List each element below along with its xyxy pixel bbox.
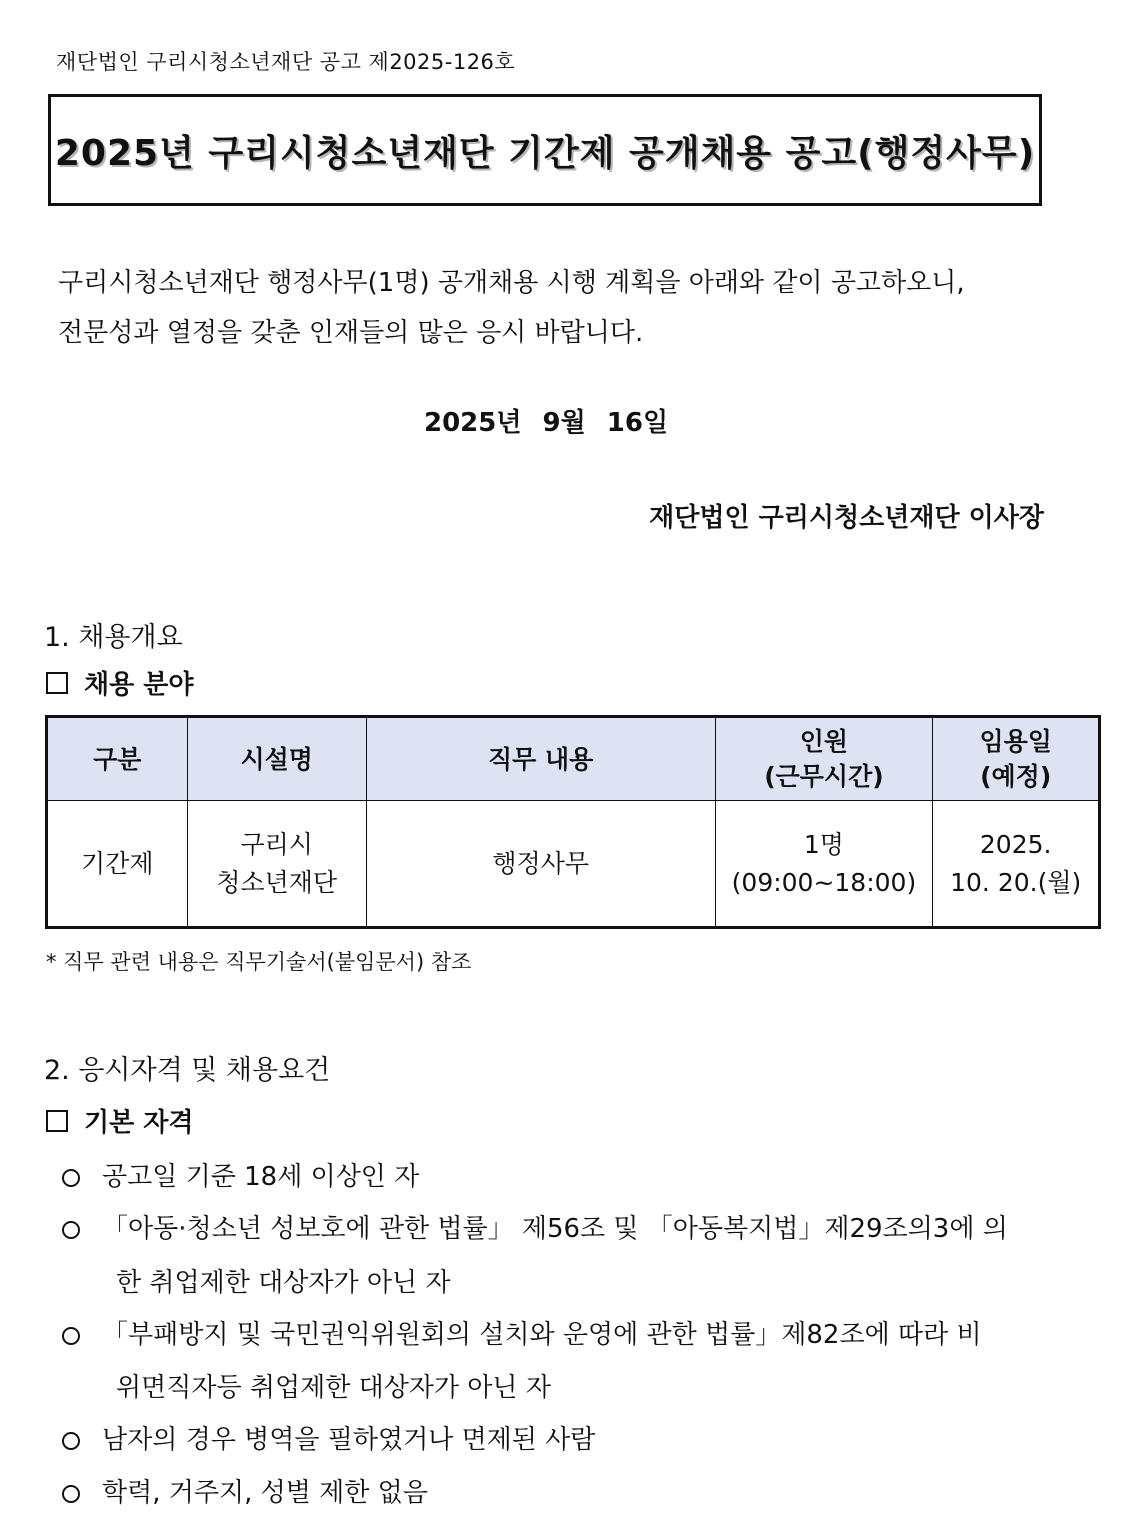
header-people-line-2: (근무시간) bbox=[764, 762, 884, 791]
square-bullet-icon bbox=[46, 672, 68, 694]
cell-start-line-2: 10. 20.(월) bbox=[950, 867, 1082, 897]
section-2-title: 2. 응시자격 및 채용요건 bbox=[44, 1055, 331, 1086]
header-start-date bbox=[933, 717, 1100, 801]
circle-bullet-icon bbox=[62, 1485, 80, 1503]
signature: 재단법인 구리시청소년재단 이사장 bbox=[649, 503, 1044, 533]
cell-start-line-1: 2025. bbox=[979, 829, 1052, 859]
list-item-text: 학력, 거주지, 성별 제한 없음 bbox=[102, 1478, 428, 1508]
section-2-subtitle bbox=[46, 1102, 194, 1139]
list-item-text: 남자의 경우 병역을 필하였거나 면제된 사람 bbox=[102, 1425, 596, 1455]
intro-line-2: 전문성과 열정을 갖춘 인재들의 많은 응시 바랍니다. bbox=[58, 318, 644, 348]
cell-type: 기간제 bbox=[47, 801, 188, 928]
intro-line-1: 구리시청소년재단 행정사무(1명) 공개채용 시행 계획을 아래와 같이 공고하오니, bbox=[58, 268, 965, 298]
intro-paragraph bbox=[58, 258, 965, 358]
cell-duty: 행정사무 bbox=[366, 801, 715, 928]
section-2-subtitle-text: 기본 자격 bbox=[84, 1108, 194, 1138]
section-1-subtitle bbox=[46, 664, 194, 701]
cell-start-date bbox=[933, 801, 1100, 928]
table-header-row bbox=[47, 717, 1100, 801]
cell-facility-line-2: 청소년재단 bbox=[216, 867, 338, 897]
list-item-text: 「아동·청소년 성보호에 관한 법률」 제56조 및 「아동복지법」제29조의3에 의 bbox=[102, 1214, 1008, 1244]
list-item-continuation: 한 취업제한 대상자가 아닌 자 bbox=[116, 1268, 451, 1298]
cell-people bbox=[715, 801, 933, 928]
square-bullet-icon bbox=[46, 1110, 68, 1132]
list-item-text: 공고일 기준 18세 이상인 자 bbox=[102, 1162, 420, 1192]
circle-bullet-icon bbox=[62, 1327, 80, 1345]
cell-people-line-1: 1명 bbox=[803, 829, 844, 859]
title-box bbox=[48, 94, 1042, 206]
list-item bbox=[62, 1472, 428, 1509]
circle-bullet-icon bbox=[62, 1169, 80, 1187]
cell-facility-line-1: 구리시 bbox=[240, 829, 313, 859]
table-row bbox=[47, 801, 1100, 928]
list-item-text: 「부패방지 및 국민권익위원회의 설치와 운영에 관한 법률」제82조에 따라 비 bbox=[102, 1320, 982, 1350]
header-people bbox=[715, 717, 933, 801]
header-people-line-1: 인원 bbox=[799, 727, 849, 756]
circle-bullet-icon bbox=[62, 1432, 80, 1450]
notice-date: 2025년 9월 16일 bbox=[424, 408, 669, 438]
list-item-continuation: 위면직자등 취업제한 대상자가 아닌 자 bbox=[116, 1373, 551, 1403]
circle-bullet-icon bbox=[62, 1221, 80, 1239]
header-start-line-2: (예정) bbox=[980, 762, 1052, 791]
header-start-line-1: 임용일 bbox=[979, 727, 1052, 756]
cell-people-line-2: (09:00~18:00) bbox=[731, 867, 917, 897]
cell-facility bbox=[187, 801, 366, 928]
recruitment-table bbox=[45, 715, 1101, 929]
list-item bbox=[62, 1156, 419, 1193]
list-item bbox=[62, 1208, 1008, 1245]
table-note: * 직무 관련 내용은 직무기술서(붙임문서) 참조 bbox=[46, 950, 472, 974]
header-type: 구분 bbox=[47, 717, 188, 801]
notice-reference-number: 재단법인 구리시청소년재단 공고 제2025-126호 bbox=[56, 50, 516, 74]
list-item bbox=[62, 1419, 595, 1456]
header-duty: 직무 내용 bbox=[366, 717, 715, 801]
page-title: 2025년 구리시청소년재단 기간제 공개채용 공고(행정사무) bbox=[54, 132, 1036, 174]
header-facility: 시설명 bbox=[187, 717, 366, 801]
list-item bbox=[62, 1314, 982, 1351]
section-1-subtitle-text: 채용 분야 bbox=[84, 670, 194, 700]
section-1-title: 1. 채용개요 bbox=[44, 622, 183, 653]
